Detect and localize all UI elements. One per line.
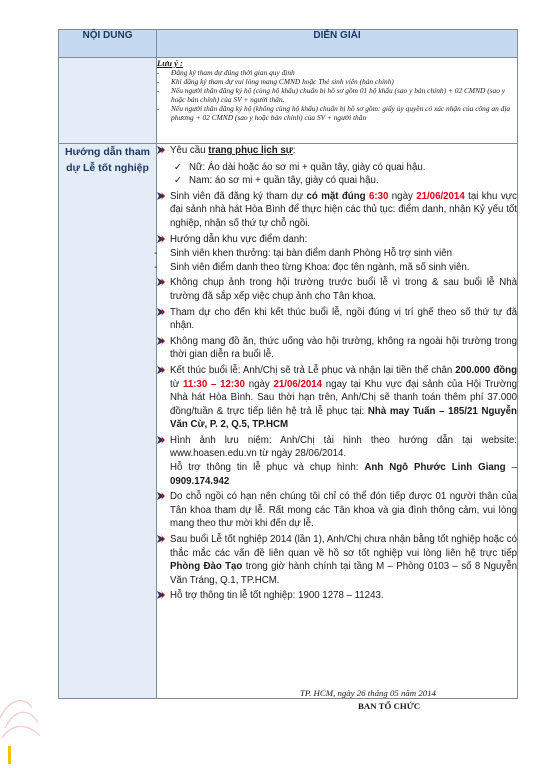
- checkmark-icon: ✓: [173, 175, 182, 187]
- bullet-icon: [157, 492, 165, 500]
- instructions-cell: [154, 144, 518, 699]
- bullet-icon: [157, 366, 165, 374]
- item-arrival: Sinh viên đã đăng ký tham dự có mặt đúng 6:30 ngày 21/06/2014 tại khu vực đại sảnh nhà hát Hòa Bình để thực hiện các thủ tục: điểm danh, nhận Kỷ yếu tốt nghiệp, nhận số thứ tự chỗ ngồi.: [157, 190, 517, 231]
- item-no-photo: Không chụp ảnh trong hội trường trước buổi lễ vì trong & sau buổi lễ Nhà trường đã sắp xếp việc chụp ảnh cho Tân khoa.: [157, 276, 517, 303]
- dress-male: ✓ Nam: áo sơ mi + quần tây, giày có quai hậu.: [157, 174, 517, 188]
- checkin-award: - Sinh viên khen thưởng: tại bàn điểm danh Phòng Hỗ trợ sinh viên: [154, 248, 453, 260]
- bullet-icon: [157, 436, 165, 444]
- section-label: Hướng dẫn tham dự Lễ tốt nghiệp: [59, 144, 157, 699]
- item-diploma-contact: Sau buổi Lễ tốt nghiệp 2014 (lần 1), Anh/Chị chưa nhận bằng tốt nghiệp hoặc có thắc mắc các vấn đề liên quan về hồ sơ tốt nghiệp vui lòng liên hệ trực tiếp Phòng Đào Tạo trong giờ hành chính tại tầng M – Phòng 0103 – số 8 Nguyễn Văn Tráng, Q.1, TP.HCM.: [157, 533, 517, 587]
- header-content: NỘI DUNG: [59, 30, 157, 58]
- signature-org: BAN TỔ CHỨC: [358, 701, 421, 711]
- bullet-icon: [157, 308, 165, 316]
- empty-left-cell: [59, 58, 157, 144]
- item-return-gown: Kết thúc buổi lễ: Anh/Chị sẽ trả Lễ phục và nhận lại tiền thế chân 200.000 đồng từ 11:30 – 12:30 ngày 21/06/2014 ngay tại Khu vực đại sảnh của Hội Trường Nhà hát Hòa Bình. Sau thời hạn trên, Anh/Chị sẽ thanh toán thêm phí 37.000 đồng/tuần & trực tiếp liên hệ trả lễ phục tại: Nhà may Tuấn – 185/21 Nguyễn Văn Cừ, P. 2, Q.5, TP.HCM: [157, 364, 517, 432]
- item-one-guest: Do chỗ ngồi có hạn nên chúng tôi chỉ có thể đón tiếp được 01 người thân của Tân khoa tham dự lễ. Rất mong các Tân khoa và gia đình thông cảm, vui lòng mang theo thư mời khi đến dự lễ.: [157, 490, 517, 531]
- note-cell: [157, 58, 518, 144]
- item-no-food: Không mang đồ ăn, thức uống vào hội trường, không ra ngoài hội trường trong thời gian diễn ra buổi lễ.: [157, 335, 517, 362]
- header-explanation: DIỄN GIẢI: [157, 30, 518, 58]
- note-line: - Nếu người thân đăng ký hộ (không cùng hộ khẩu) chuẩn bị hồ sơ gồm: giấy ủy quyền có xác nhận của công an địa phương + 02 CMND (sao y hoặc bản chính) của SV + người thân: [157, 104, 511, 122]
- note-line: - Nếu người thân đăng ký hộ (cùng hộ khẩu) chuẩn bị hồ sơ gồm 01 hộ khẩu (sao y bản chính) + 02 CMND (sao y hoặc bản chính) của SV + người thân.: [157, 86, 506, 104]
- note-line: - Đăng ký tham dự đúng thời gian quy định: [157, 68, 295, 77]
- bullet-icon: [157, 146, 165, 154]
- item-hotline: Hỗ trợ thông tin lễ tốt nghiệp: 1900 1278 – 11243.: [157, 589, 517, 604]
- guide-table: [58, 29, 518, 699]
- bullet-icon: [157, 337, 165, 345]
- note-line: - Khi đăng ký tham dự vui lòng mang CMND hoặc Thẻ sinh viên (bản chính): [157, 77, 394, 86]
- bullet-icon: [157, 535, 165, 543]
- item-attend-seat: Tham dự cho đến khi kết thúc buổi lễ, ngồi đúng vị trí ghế theo số thứ tự đã nhận.: [157, 306, 517, 333]
- bullet-icon: [157, 591, 165, 599]
- bullet-icon: [157, 192, 165, 200]
- note-title: Lưu ý :: [157, 58, 183, 68]
- checkmark-icon: ✓: [173, 161, 182, 173]
- dress-female: ✓ Nữ: Áo dài hoặc áo sơ mi + quần tây, giày có quai hậu.: [157, 161, 517, 175]
- signature-date: TP. HCM, ngày 26 tháng 05 năm 2014: [300, 688, 436, 698]
- item-dress-code: Yêu cầu trang phục lịch sự:: [157, 144, 517, 159]
- item-checkin-area: Hướng dẫn khu vực điểm danh:: [157, 233, 517, 248]
- bullet-icon: [157, 278, 165, 286]
- item-photos: Hình ảnh lưu niệm: Anh/Chị tải hình theo hướng dẫn tại website: www.hoasen.edu.vn từ ngày 28/06/2014. Hỗ trợ thông tin lễ phục và chụp hình: Anh Ngô Phước Linh Giang – 0909.174.942: [157, 434, 517, 488]
- checkin-faculty: - Sinh viên điểm danh theo từng Khoa: đọc tên ngành, mã số sinh viên.: [154, 261, 470, 273]
- bullet-icon: [157, 235, 165, 243]
- lotus-watermark: [0, 668, 40, 768]
